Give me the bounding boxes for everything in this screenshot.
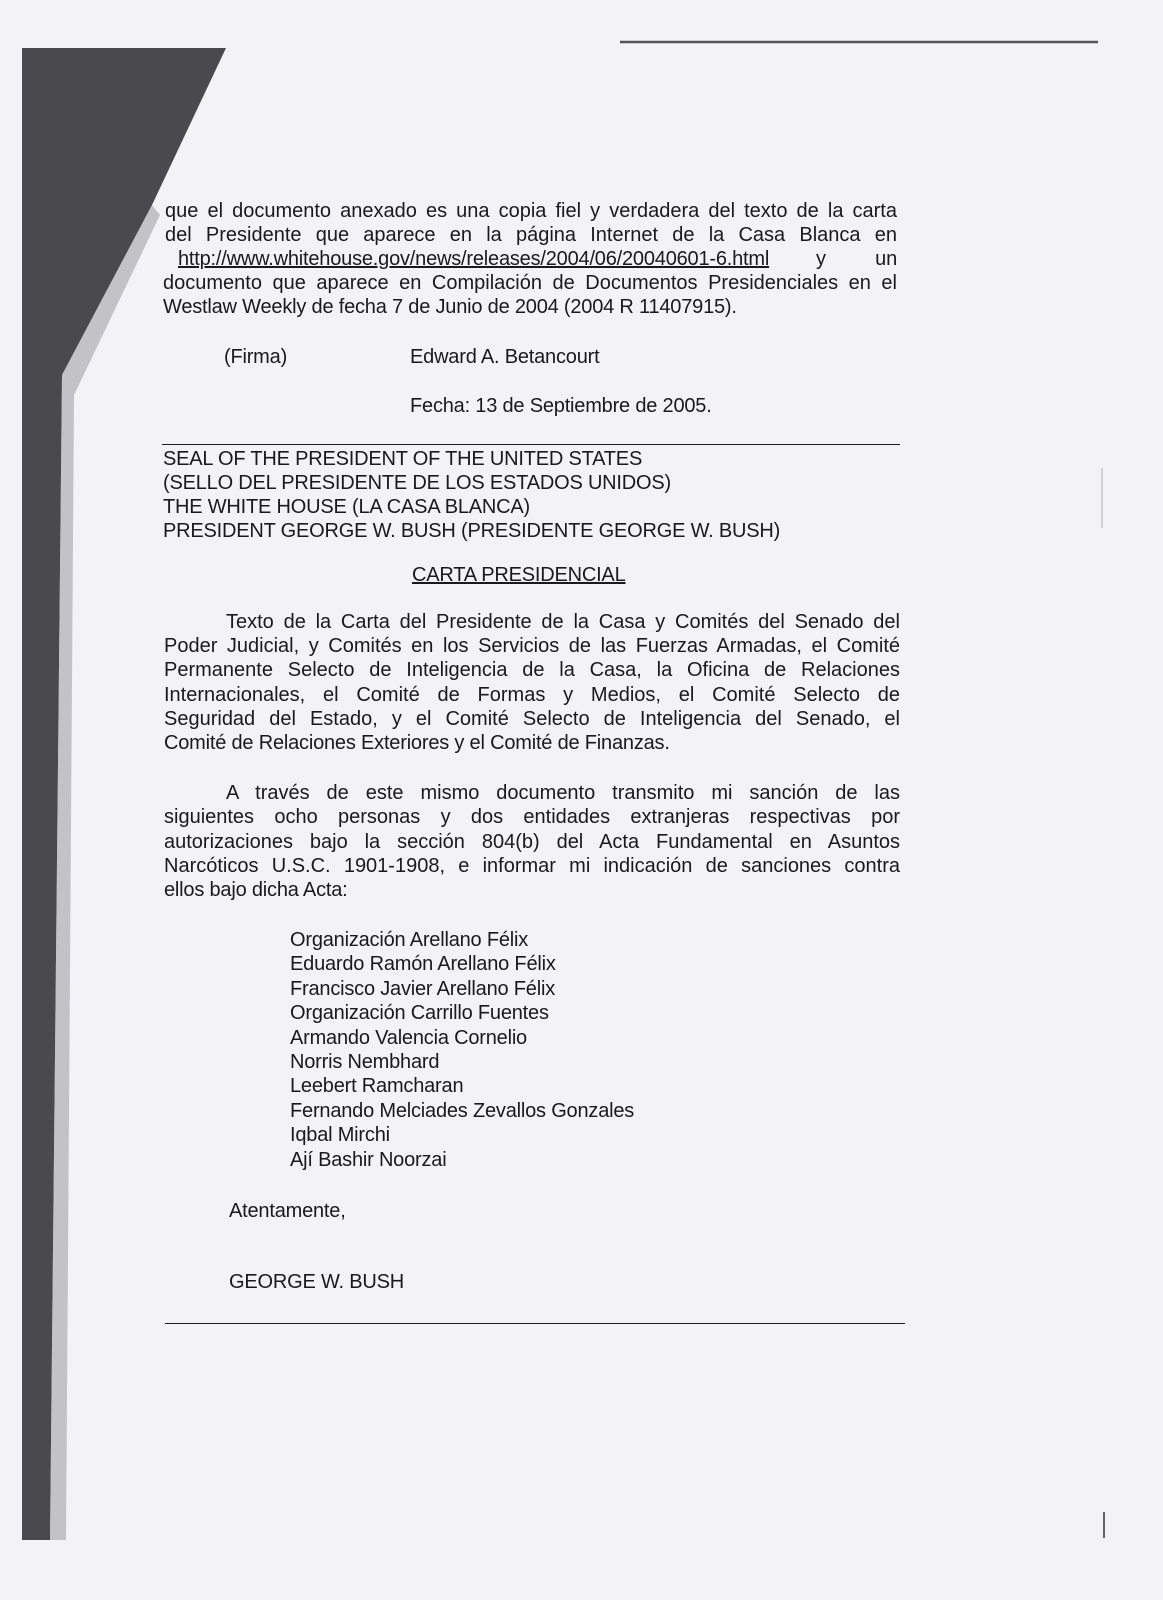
list-item: Francisco Javier Arellano Félix — [290, 977, 556, 1000]
paragraph1-line-1: Texto de la Carta del Presidente de la Casa y Comités del Senado del — [226, 611, 900, 633]
list-item: Leebert Ramcharan — [290, 1075, 464, 1098]
paragraph2-line-1: A través de este mismo documento transmito mi sanción de las — [226, 782, 900, 804]
certification-date: Fecha: 13 de Septiembre de 2005. — [410, 395, 712, 417]
list-item: Armando Valencia Cornelio — [290, 1026, 527, 1049]
paragraph1-line-4: Internacionales, el Comité de Formas y Medios, el Comité Selecto de — [164, 684, 900, 706]
intro-line-3 — [178, 247, 897, 271]
intro-line-1: que el documento anexado es una copia fiel y verdadera del texto de la carta — [165, 200, 897, 222]
footer-divider — [165, 1323, 905, 1324]
sanctioned-list — [290, 928, 634, 1172]
intro-line-2: del Presidente que aparece en la página Internet de la Casa Blanca en — [165, 224, 897, 246]
whitehouse-url-link[interactable]: http://www.whitehouse.gov/news/releases/2004/06/20040601-6.html — [178, 248, 770, 270]
intro-url-tail: y un — [815, 248, 897, 270]
paragraph1-line-2: Poder Judicial, y Comités en los Servicios de las Fuerzas Armadas, el Comité — [164, 635, 900, 657]
document-title: CARTA PRESIDENCIAL — [412, 564, 626, 586]
paragraph1-line-6: Comité de Relaciones Exteriores y el Comité de Finanzas. — [164, 732, 670, 754]
certifier-name: Edward A. Betancourt — [410, 346, 600, 368]
list-item: Organización Carrillo Fuentes — [290, 1002, 549, 1025]
closing-signatory: GEORGE W. BUSH — [229, 1271, 405, 1293]
list-item: Iqbal Mirchi — [290, 1124, 390, 1147]
closing-salutation: Atentamente, — [229, 1200, 346, 1222]
paragraph2-line-3: autorizaciones bajo la sección 804(b) del Acta Fundamental en Asuntos — [164, 831, 900, 853]
intro-line-4: documento que aparece en Compilación de Documentos Presidenciales en el — [163, 272, 897, 294]
paragraph2-line-5: ellos bajo dicha Acta: — [164, 879, 348, 901]
intro-line-5: Westlaw Weekly de fecha 7 de Junio de 2004 (2004 R 11407915). — [163, 296, 737, 318]
paragraph2-line-4: Narcóticos U.S.C. 1901-1908, e informar mi indicación de sanciones contra — [164, 855, 900, 877]
paragraph1-line-5: Seguridad del Estado, y el Comité Selecto de Inteligencia del Senado, el — [164, 708, 900, 730]
paragraph1-line-3: Permanente Selecto de Inteligencia de la Casa, la Oficina de Relaciones — [164, 659, 900, 681]
header-line-4: PRESIDENT GEORGE W. BUSH (PRESIDENTE GEORGE W. BUSH) — [163, 520, 781, 542]
list-item: Norris Nembhard — [290, 1051, 440, 1074]
list-item: Organización Arellano Félix — [290, 929, 529, 951]
paragraph2-line-2: siguientes ocho personas y dos entidades extranjeras respectivas por — [164, 806, 900, 828]
firma-label: (Firma) — [224, 346, 288, 368]
list-item: Ají Bashir Noorzai — [290, 1148, 447, 1171]
header-line-2: (SELLO DEL PRESIDENTE DE LOS ESTADOS UNIDOS) — [163, 472, 671, 494]
header-line-3: THE WHITE HOUSE (LA CASA BLANCA) — [163, 496, 531, 518]
list-item: Eduardo Ramón Arellano Félix — [290, 953, 556, 976]
list-item: Fernando Melciades Zevallos Gonzales — [290, 1099, 635, 1122]
header-divider — [162, 444, 900, 445]
header-line-1: SEAL OF THE PRESIDENT OF THE UNITED STATES — [163, 448, 643, 470]
